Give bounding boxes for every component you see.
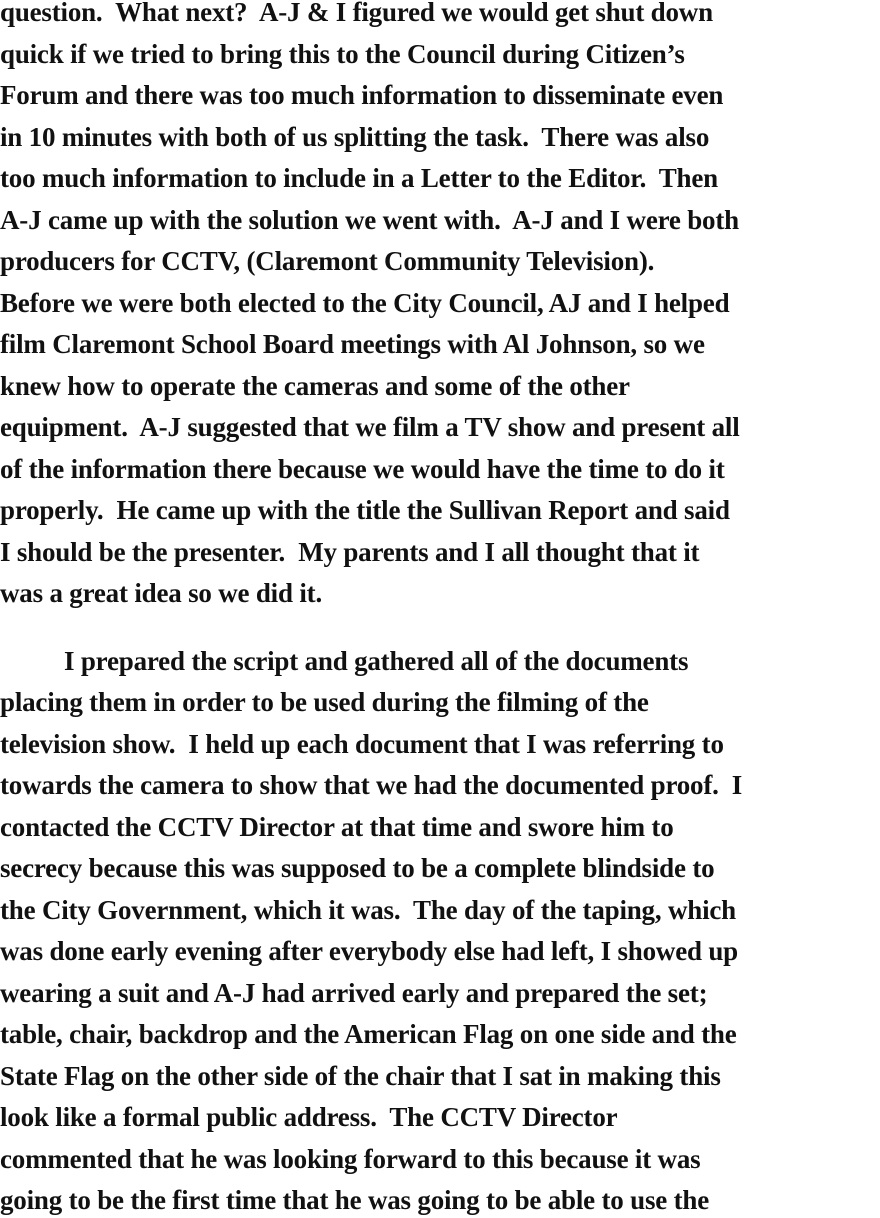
text-line: wearing a suit and A-J had arrived early and prepared the set; — [0, 978, 708, 1008]
text-line: towards the camera to show that we had the documented proof. I — [0, 770, 743, 800]
text-line: producers for CCTV, (Claremont Community Television). — [0, 246, 655, 276]
text-line: secrecy because this was supposed to be a complete blindside to — [0, 853, 715, 883]
text-line: Before we were both elected to the City Council, AJ and I helped — [0, 288, 730, 318]
text-line: I prepared the script and gathered all of the documents — [64, 646, 689, 676]
text-line: going to be the first time that he was going to be able to use the — [0, 1185, 709, 1215]
text-line: table, chair, backdrop and the American Flag on one side and the — [0, 1019, 737, 1049]
text-line: properly. He came up with the title the Sullivan Report and said — [0, 495, 730, 525]
text-line: knew how to operate the cameras and some of the other — [0, 371, 630, 401]
text-line: State Flag on the other side of the chair that I sat in making this — [0, 1061, 721, 1091]
text-line: contacted the CCTV Director at that time and swore him to — [0, 812, 674, 842]
text-line: A-J came up with the solution we went with. A-J and I were both — [0, 205, 739, 235]
text-line: was a great idea so we did it. — [0, 578, 322, 608]
text-line: question. What next? A-J & I figured we would get shut down — [0, 0, 713, 27]
text-line: commented that he was looking forward to this because it was — [0, 1144, 701, 1174]
text-line: of the information there because we would have the time to do it — [0, 454, 725, 484]
text-line: placing them in order to be used during the filming of the — [0, 687, 649, 717]
text-line: was done early evening after everybody else had left, I showed up — [0, 936, 738, 966]
text-line: quick if we tried to bring this to the Council during Citizen’s — [0, 39, 685, 69]
text-line: look like a formal public address. The CCTV Director — [0, 1102, 618, 1132]
text-line: film Claremont School Board meetings with Al Johnson, so we — [0, 329, 705, 359]
text-line: the City Government, which it was. The day of the taping, which — [0, 895, 736, 925]
text-line: equipment. A-J suggested that we film a TV show and present all — [0, 412, 740, 442]
text-line: television show. I held up each document that I was referring to — [0, 729, 724, 759]
text-line: Forum and there was too much information to disseminate even — [0, 80, 724, 110]
text-line: in 10 minutes with both of us splitting the task. There was also — [0, 122, 710, 152]
text-line: too much information to include in a Letter to the Editor. Then — [0, 163, 718, 193]
text-line: I should be the presenter. My parents and I all thought that it — [0, 537, 700, 567]
